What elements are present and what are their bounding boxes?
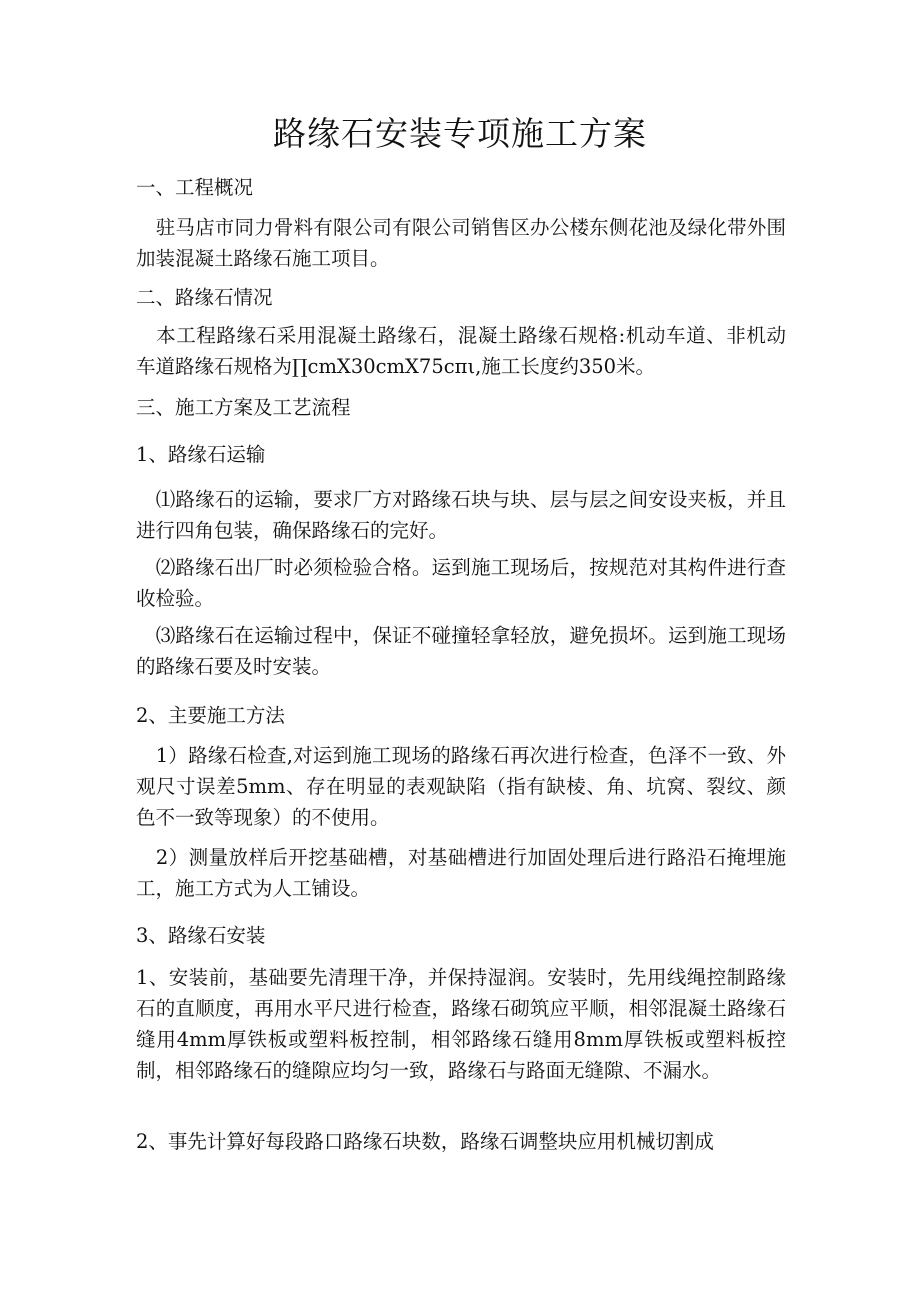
transport-item-2: ⑵路缘石出厂时必须检验合格。运到施工现场后，按规范对其构件进行查收检验。 xyxy=(136,556,786,610)
subsection-heading-transport: 1、路缘石运输 xyxy=(136,443,266,466)
installation-item-2: 2、事先计算好每段路口路缘石块数，路缘石调整块应用机械切割成 xyxy=(136,1130,714,1153)
subsection-heading-installation: 3、路缘石安装 xyxy=(136,924,266,947)
methods-item-2: 2）测量放样后开挖基础槽，对基础槽进行加固处理后进行路沿石掩埋施工，施工方式为人工铺设。 xyxy=(136,846,786,900)
document-title: 路缘石安装专项施工方案 xyxy=(273,114,647,153)
transport-item-3: ⑶路缘石在运输过程中，保证不碰撞轻拿轻放，避免损坏。运到施工现场的路缘石要及时安装。 xyxy=(136,624,786,678)
section-heading-plan: 三、施工方案及工艺流程 xyxy=(136,396,351,419)
installation-item-1: 1、安装前，基础要先清理干净，并保持湿润。安装时，先用线绳控制路缘石的直顺度，再用水平尺进行检查，路缘石砌筑应平顺，相邻混凝土路缘石缝用4mm厚铁板或塑料板控制，相邻路缘石缝用8mm厚铁板或塑料板控制，相邻路缘石的缝隙应均匀一致，路缘石与路面无缝隙、不漏水。 xyxy=(136,966,786,1082)
subsection-heading-methods: 2、主要施工方法 xyxy=(136,704,285,727)
methods-item-1: 1）路缘石检查,对运到施工现场的路缘石再次进行检查，色泽不一致、外观尺寸误差5mm、存在明显的表观缺陷（指有缺棱、角、坑窝、裂纹、颜色不一致等现象）的不使用。 xyxy=(136,744,786,829)
section-body-curbstone: 本工程路缘石采用混凝土路缘石，混凝土路缘石规格:机动车道、非机动车道路缘石规格为∏cmX30cmX75cπι,施工长度约350米。 xyxy=(136,324,786,378)
section-body-overview: 驻马店市同力骨料有限公司有限公司销售区办公楼东侧花池及绿化带外围加装混凝土路缘石施工项目。 xyxy=(136,216,786,270)
section-heading-curbstone: 二、路缘石情况 xyxy=(136,286,273,309)
section-heading-overview: 一、工程概况 xyxy=(136,176,254,199)
transport-item-1: ⑴路缘石的运输，要求厂方对路缘石块与块、层与层之间安设夹板，并且进行四角包装，确保路缘石的完好。 xyxy=(136,488,786,542)
